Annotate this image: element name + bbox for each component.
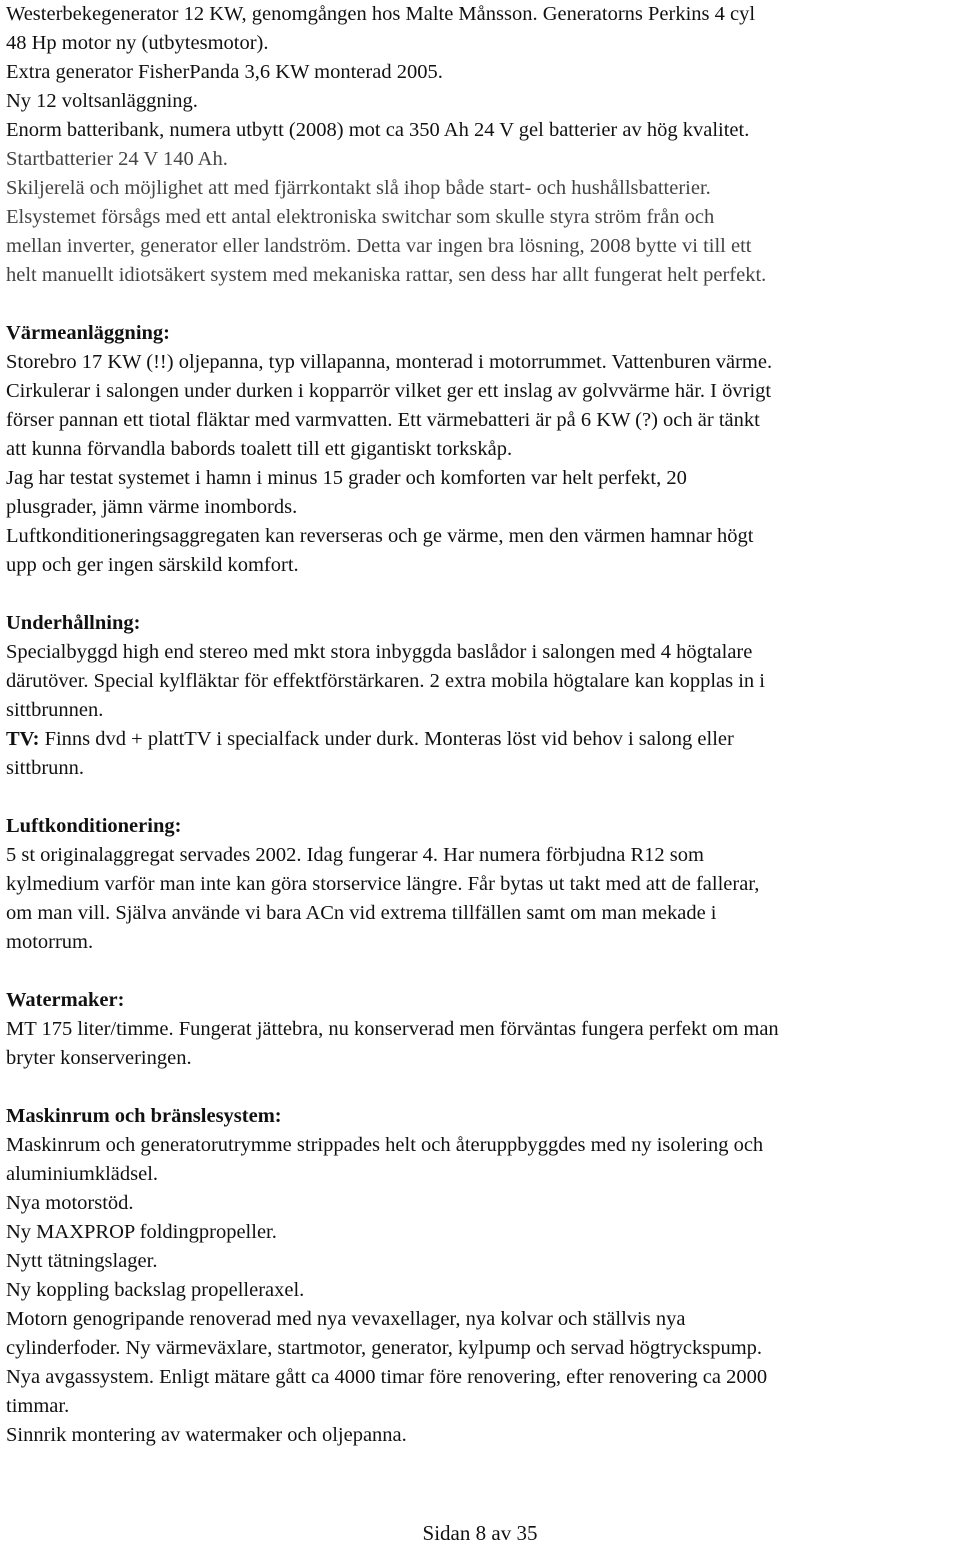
watermaker-line: MT 175 liter/timme. Fungerat jättebra, nu konserverad men förväntas fungera perfekt om man bbox=[6, 1018, 779, 1040]
engine-heading: Maskinrum och bränslesystem: bbox=[6, 1105, 282, 1127]
entertainment-section bbox=[6, 609, 956, 783]
engine-line: timmar. bbox=[6, 1395, 70, 1417]
intro-line: Enorm batteribank, numera utbytt (2008) mot ca 350 Ah 24 V gel batterier av hög kvalitet. bbox=[6, 119, 750, 141]
engine-line: cylinderfoder. Ny värmeväxlare, startmotor, generator, kylpump och servad högtryckspump. bbox=[6, 1337, 763, 1359]
heating-line: att kunna förvandla babords toalett till ett gigantiskt torkskåp. bbox=[6, 438, 513, 460]
entertainment-heading: Underhållning: bbox=[6, 612, 141, 634]
intro-line: Westerbekegenerator 12 KW, genomgången hos Malte Månsson. Generatorns Perkins 4 cyl bbox=[6, 3, 756, 25]
heating-line: Cirkulerar i salongen under durken i kopparrör vilket ger ett inslag av golvvärme här. I övrigt bbox=[6, 380, 772, 402]
heating-line: Storebro 17 KW (!!) oljepanna, typ villapanna, monterad i motorrummet. Vattenburen värme. bbox=[6, 351, 773, 373]
tv-label: TV: bbox=[6, 728, 40, 750]
engine-line: Nytt tätningslager. bbox=[6, 1250, 158, 1272]
document-page bbox=[6, 0, 956, 1450]
aircon-section bbox=[6, 812, 956, 957]
engine-line: Maskinrum och generatorutrymme strippades helt och återuppbyggdes med ny isolering och bbox=[6, 1134, 764, 1156]
heating-line: plusgrader, jämn värme inombords. bbox=[6, 496, 298, 518]
aircon-heading: Luftkonditionering: bbox=[6, 815, 182, 837]
watermaker-section bbox=[6, 986, 956, 1073]
heating-line: Luftkonditioneringsaggregaten kan reverseras och ge värme, men den värmen hamnar högt bbox=[6, 525, 754, 547]
intro-line: mellan inverter, generator eller landström. Detta var ingen bra lösning, 2008 bytte vi till ett bbox=[6, 235, 752, 257]
intro-line: Skiljerelä och möjlighet att med fjärrkontakt slå ihop både start- och hushållsbatterier. bbox=[6, 177, 711, 199]
entertainment-line: sittbrunnen. bbox=[6, 699, 104, 721]
heating-line: förser pannan ett tiotal fläktar med varmvatten. Ett värmebatteri är på 6 KW (?) och är tänkt bbox=[6, 409, 760, 431]
engine-section bbox=[6, 1102, 956, 1450]
entertainment-line: därutöver. Special kylfläktar för effektförstärkaren. 2 extra mobila högtalare kan kopplas in i bbox=[6, 670, 765, 692]
engine-line: Nya motorstöd. bbox=[6, 1192, 134, 1214]
heating-heading: Värmeanläggning: bbox=[6, 322, 170, 344]
engine-line: aluminiumklädsel. bbox=[6, 1163, 159, 1185]
tv-line bbox=[6, 725, 956, 754]
aircon-line: om man vill. Själva använde vi bara ACn vid extrema tillfällen samt om man mekade i bbox=[6, 902, 717, 924]
intro-line: Startbatterier 24 V 140 Ah. bbox=[6, 148, 228, 170]
intro-line: Ny 12 voltsanläggning. bbox=[6, 90, 198, 112]
intro-line: Extra generator FisherPanda 3,6 KW monterad 2005. bbox=[6, 61, 443, 83]
heating-section bbox=[6, 319, 956, 580]
engine-line: Ny MAXPROP foldingpropeller. bbox=[6, 1221, 277, 1243]
intro-line: Elsystemet försågs med ett antal elektroniska switchar som skulle styra ström från och bbox=[6, 206, 715, 228]
engine-line: Ny koppling backslag propelleraxel. bbox=[6, 1279, 305, 1301]
intro-line: 48 Hp motor ny (utbytesmotor). bbox=[6, 32, 269, 54]
watermaker-heading: Watermaker: bbox=[6, 989, 125, 1011]
engine-line: Nya avgassystem. Enligt mätare gått ca 4000 timar före renovering, efter renovering ca 2000 bbox=[6, 1366, 768, 1388]
intro-line: helt manuellt idiotsäkert system med mekaniska rattar, sen dess har allt fungerat helt perfekt. bbox=[6, 264, 767, 286]
aircon-line: motorrum. bbox=[6, 931, 94, 953]
intro-section bbox=[6, 0, 956, 290]
heating-line: upp och ger ingen särskild komfort. bbox=[6, 554, 299, 576]
tv-text: Finns dvd + plattTV i specialfack under durk. Monteras löst vid behov i salong eller bbox=[39, 728, 734, 750]
tv-continuation: sittbrunn. bbox=[6, 757, 85, 779]
heating-line: Jag har testat systemet i hamn i minus 15 grader och komforten var helt perfekt, 20 bbox=[6, 467, 687, 489]
aircon-line: 5 st originalaggregat servades 2002. Idag fungerar 4. Har numera förbjudna R12 som bbox=[6, 844, 704, 866]
watermaker-line: bryter konserveringen. bbox=[6, 1047, 192, 1069]
entertainment-line: Specialbyggd high end stereo med mkt stora inbyggda baslådor i salongen med 4 högtalare bbox=[6, 641, 753, 663]
engine-line: Sinnrik montering av watermaker och oljepanna. bbox=[6, 1424, 407, 1446]
page-number-footer: Sidan 8 av 35 bbox=[422, 1521, 538, 1545]
engine-line: Motorn genogripande renoverad med nya vevaxellager, nya kolvar och ställvis nya bbox=[6, 1308, 686, 1330]
aircon-line: kylmedium varför man inte kan göra storservice längre. Får bytas ut takt med att de fallerar, bbox=[6, 873, 760, 895]
